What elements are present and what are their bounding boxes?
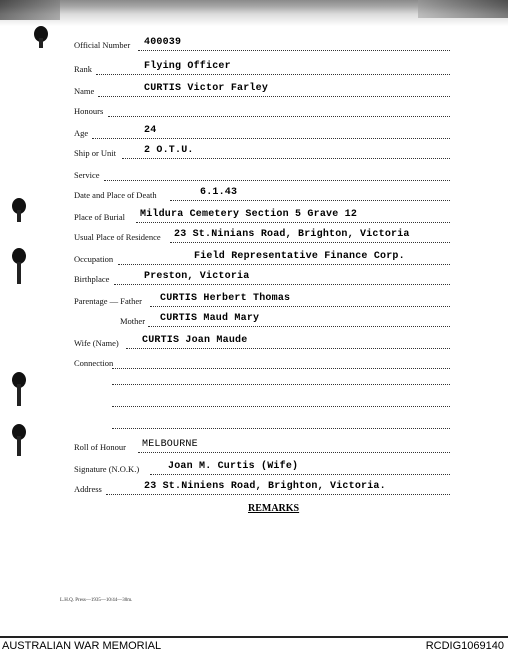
label-connection: Connection xyxy=(74,358,114,368)
dotted-line xyxy=(136,222,450,223)
label-occupation: Occupation xyxy=(74,254,114,264)
connection-line xyxy=(112,428,450,429)
label-rank: Rank xyxy=(74,64,92,74)
dotted-line xyxy=(122,158,450,159)
row-date-place-death xyxy=(0,186,508,202)
value-rank: Flying Officer xyxy=(144,61,231,72)
value-parentage-father: CURTIS Herbert Thomas xyxy=(160,293,291,304)
row-ship-or-unit xyxy=(0,144,508,160)
row-age xyxy=(0,124,508,140)
value-ship-or-unit: 2 O.T.U. xyxy=(144,145,194,156)
row-address xyxy=(0,480,508,496)
row-name xyxy=(0,82,508,98)
row-usual-residence xyxy=(0,228,508,244)
label-usual-residence: Usual Place of Residence xyxy=(74,232,161,242)
value-birthplace: Preston, Victoria xyxy=(144,271,250,282)
row-service xyxy=(0,166,508,182)
value-official-number: 400039 xyxy=(144,37,182,48)
value-name: CURTIS Victor Farley xyxy=(144,83,269,94)
dotted-line xyxy=(138,50,450,51)
value-parentage-mother: CURTIS Maud Mary xyxy=(160,313,260,324)
dotted-line xyxy=(170,200,450,201)
label-parentage-mother: Mother xyxy=(120,316,146,326)
row-roll-of-honour xyxy=(0,438,508,454)
dotted-line xyxy=(112,368,450,369)
dotted-line xyxy=(98,96,450,97)
dotted-line xyxy=(170,242,450,243)
value-date-place-death: 6.1.43 xyxy=(200,187,238,198)
label-service: Service xyxy=(74,170,100,180)
row-occupation xyxy=(0,250,508,266)
label-address: Address xyxy=(74,484,102,494)
dotted-line xyxy=(150,306,450,307)
row-signature xyxy=(0,460,508,476)
footer-record-id: RCDIG1069140 xyxy=(425,640,504,652)
scan-shadow-right xyxy=(418,0,508,18)
dotted-line xyxy=(92,138,450,139)
value-signature: Joan M. Curtis (Wife) xyxy=(168,461,299,472)
label-signature: Signature (N.O.K.) xyxy=(74,464,140,474)
dotted-line xyxy=(96,74,450,75)
value-roll-of-honour: MELBOURNE xyxy=(142,439,198,450)
row-place-of-burial xyxy=(0,208,508,224)
row-parentage-mother xyxy=(0,312,508,328)
label-date-place-death: Date and Place of Death xyxy=(74,190,157,200)
dotted-line xyxy=(114,284,450,285)
dotted-line xyxy=(108,116,450,117)
label-wife: Wife (Name) xyxy=(74,338,119,348)
row-birthplace xyxy=(0,270,508,286)
row-official-number xyxy=(0,36,508,52)
label-name: Name xyxy=(74,86,95,96)
label-place-of-burial: Place of Burial xyxy=(74,212,125,222)
label-honours: Honours xyxy=(74,106,104,116)
label-age: Age xyxy=(74,128,89,138)
scan-shadow-left xyxy=(0,0,60,20)
label-roll-of-honour: Roll of Honour xyxy=(74,442,126,452)
archive-footer xyxy=(0,636,508,654)
remarks-heading: REMARKS xyxy=(248,503,300,514)
value-address: 23 St.Niniens Road, Brighton, Victoria. xyxy=(144,481,386,492)
connection-line xyxy=(112,406,450,407)
dotted-line xyxy=(118,264,450,265)
dotted-line xyxy=(148,326,450,327)
label-parentage-father: Parentage — Father xyxy=(74,296,142,306)
row-connection xyxy=(0,354,508,370)
label-official-number: Official Number xyxy=(74,40,131,50)
row-honours xyxy=(0,102,508,118)
value-place-of-burial: Mildura Cemetery Section 5 Grave 12 xyxy=(140,209,358,220)
dotted-line xyxy=(138,452,450,453)
printer-imprint: L.H.Q. Press—1935—10/44—30m. xyxy=(60,598,133,603)
dotted-line xyxy=(104,180,450,181)
value-age: 24 xyxy=(144,125,157,136)
dotted-line xyxy=(106,494,450,495)
row-rank xyxy=(0,60,508,76)
value-wife: CURTIS Joan Maude xyxy=(142,335,248,346)
value-occupation: Field Representative Finance Corp. xyxy=(194,251,405,262)
footer-institution: AUSTRALIAN WAR MEMORIAL xyxy=(2,640,162,652)
row-parentage-father xyxy=(0,292,508,308)
dotted-line xyxy=(150,474,450,475)
row-wife xyxy=(0,334,508,350)
value-usual-residence: 23 St.Ninians Road, Brighton, Victoria xyxy=(174,229,410,240)
punch-hole-tail xyxy=(17,384,21,406)
connection-line xyxy=(112,384,450,385)
label-ship-or-unit: Ship or Unit xyxy=(74,148,117,158)
dotted-line xyxy=(126,348,450,349)
label-birthplace: Birthplace xyxy=(74,274,110,284)
